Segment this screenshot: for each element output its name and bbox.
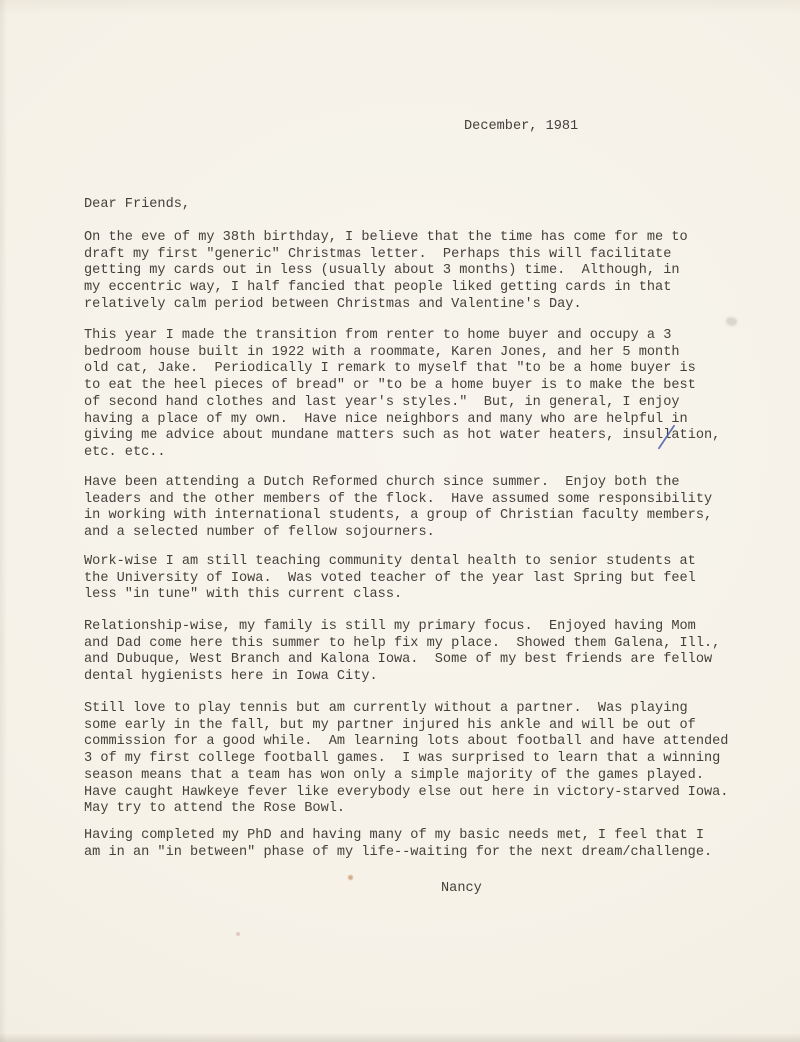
struck-char: l: [663, 428, 672, 444]
letter-line: in working with international students, a group of Christian faculty members,: [84, 508, 713, 524]
letter-line: bedroom house built in 1922 with a roommate, Karen Jones, and her 5 month: [84, 344, 680, 360]
letter-line: This year I made the transition from renter to home buyer and occupy a 3: [84, 328, 672, 343]
letter-line: and Dubuque, West Branch and Kalona Iowa. Some of my best friends are fellow: [84, 652, 713, 668]
letter-line: to eat the heel pieces of bread" or "to be a home buyer is to make the best: [84, 378, 696, 394]
scan-edge-left-shading: [0, 0, 7, 1042]
letter-line: some early in the fall, but my partner injured his ankle and will be out of: [84, 717, 696, 733]
paragraph-5: [84, 619, 720, 686]
letter-line: Relationship-wise, my family is still my primary focus. Enjoyed having Mom: [84, 619, 696, 634]
letter-line: Have been attending a Dutch Reformed church since summer. Enjoy both the: [84, 475, 680, 490]
letter-line: Work-wise I am still teaching community dental health to senior students at: [84, 554, 696, 569]
paper-ink-dot: [348, 875, 353, 880]
letter-line: the University of Iowa. Was voted teacher of the year last Spring but feel: [84, 570, 696, 586]
paragraph-2: [84, 328, 720, 462]
signature: Nancy: [441, 881, 482, 896]
letter-line: May try to attend the Rose Bowl.: [84, 801, 346, 817]
paper-smudge-mark: [725, 315, 739, 328]
letter-line: 3 of my first college football games. I was surprised to learn that a winning: [84, 751, 721, 767]
letter-line: season means that a team has won only a simple majority of the games played.: [84, 767, 704, 783]
letter-line: Have caught Hawkeye fever like everybody else out here in victory-starved Iowa.: [84, 784, 729, 800]
letter-line-with-correction: [84, 428, 720, 445]
correction-post-text: ation,: [671, 428, 721, 444]
letter-line: getting my cards out in less (usually about 3 months) time. Although, in: [84, 263, 680, 279]
letter-line: relatively calm period between Christmas and Valentine's Day.: [84, 296, 582, 312]
paragraph-6: [84, 701, 728, 818]
letter-line: Still love to play tennis but am currently without a partner. Was playing: [84, 701, 688, 716]
letter-line: etc. etc..: [84, 444, 166, 460]
letter-line: commission for a good while. Am learning lots about football and have attended: [84, 734, 729, 750]
correction-pre-text: giving me advice about mundane matters such as hot water heaters, insul: [84, 428, 664, 444]
paper-speck: [236, 932, 240, 936]
letter-line: leaders and the other members of the flock. Have assumed some responsibility: [84, 491, 713, 507]
letter-line: On the eve of my 38th birthday, I believe that the time has come for me to: [84, 230, 688, 245]
salutation: Dear Friends,: [84, 197, 191, 212]
letter-line: old cat, Jake. Periodically I remark to myself that "to be a home buyer is: [84, 361, 696, 377]
date-line: December, 1981: [464, 119, 579, 134]
letter-line: dental hygienists here in Iowa City.: [84, 669, 378, 685]
letter-line: draft my first "generic" Christmas letter. Perhaps this will facilitate: [84, 246, 672, 262]
paragraph-7: [84, 828, 712, 861]
letter-line: having a place of my own. Have nice neighbors and many who are helpful in: [84, 411, 688, 427]
letter-line: Having completed my PhD and having many of my basic needs met, I feel that I: [84, 828, 704, 843]
letter-line: and Dad come here this summer to help fix my place. Showed them Galena, Ill.,: [84, 635, 721, 651]
paragraph-1: [84, 230, 688, 314]
typo-struck-letter: [663, 428, 671, 445]
paragraph-4: [84, 554, 696, 604]
paragraph-3: [84, 475, 712, 542]
letter-line: of second hand clothes and last year's styles." But, in general, I enjoy: [84, 394, 680, 410]
letter-line: less "in tune" with this current class.: [84, 587, 403, 603]
letter-line: am in an "in between" phase of my life--waiting for the next dream/challenge.: [84, 844, 713, 860]
scan-edge-bottom-shading: [0, 1033, 800, 1042]
letter-line: my eccentric way, I half fancied that people liked getting cards in that: [84, 280, 672, 296]
letter-line: and a selected number of fellow sojourners.: [84, 525, 435, 541]
